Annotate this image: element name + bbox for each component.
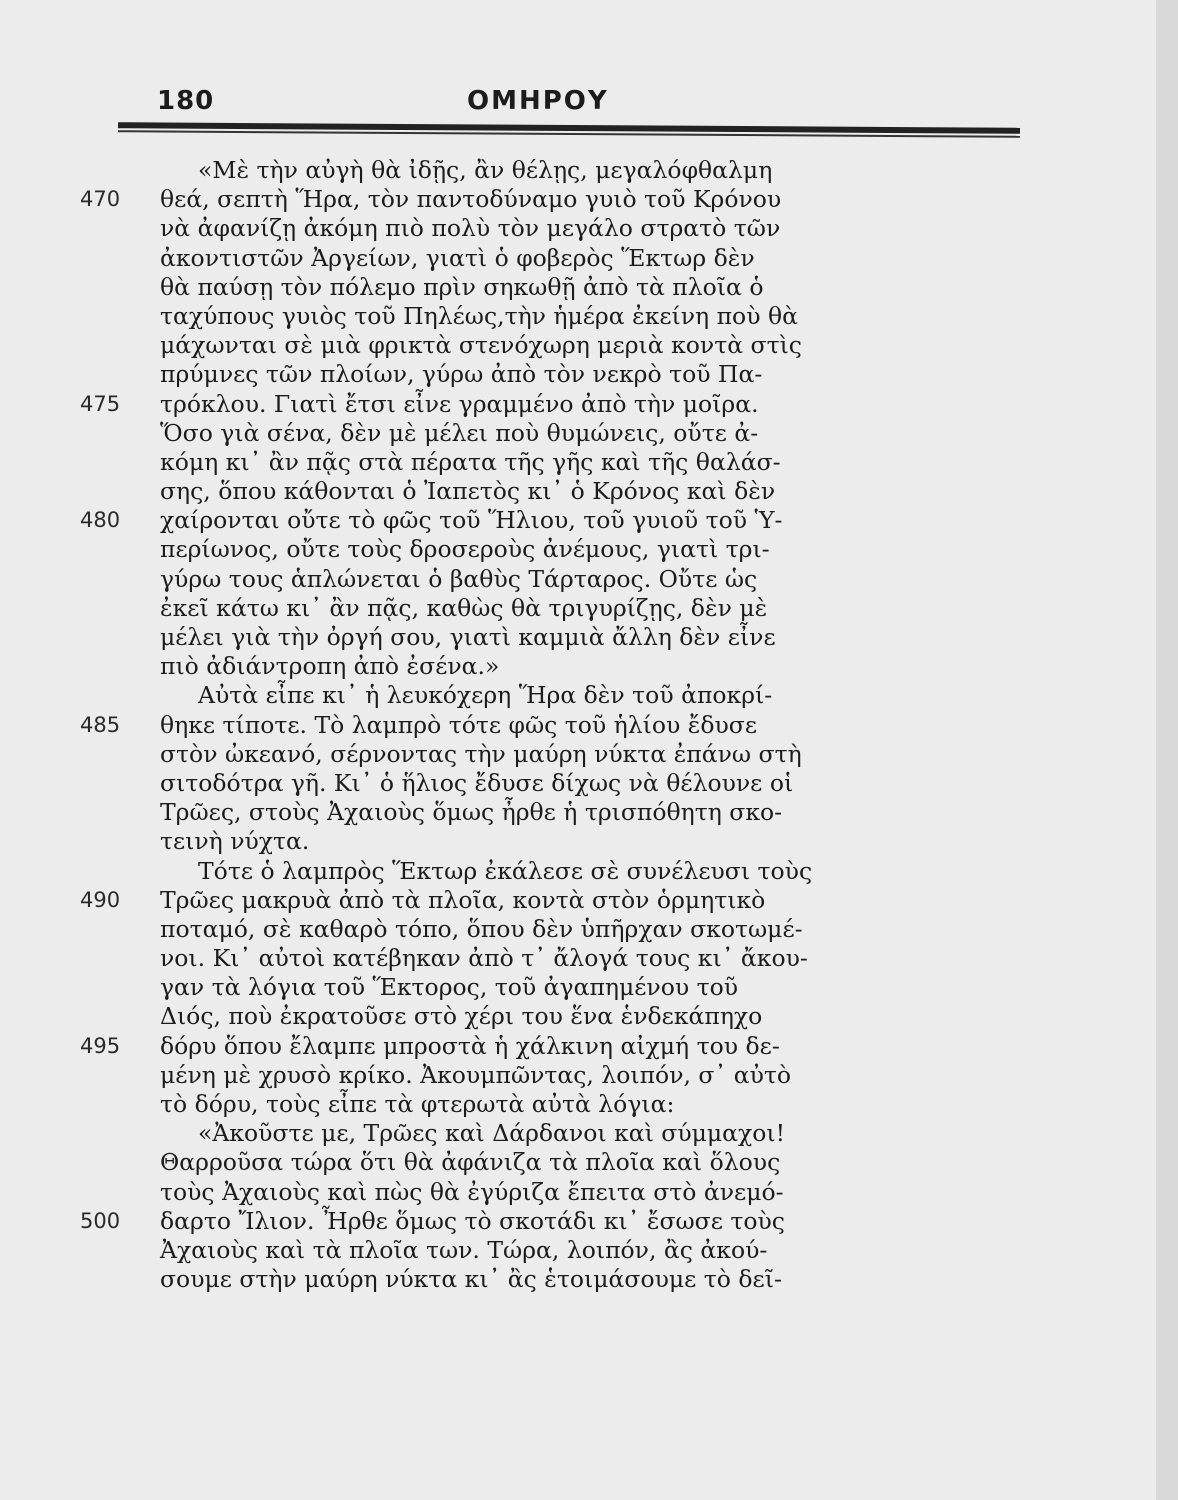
verse-number: 480 (80, 508, 121, 533)
text-line (80, 156, 1045, 185)
line-text: Ὅσο γιὰ σένα, δὲν μὲ μέλει ποὺ θυμώνεις, οὔτε ἀ- (160, 418, 759, 447)
line-text: Τρῶες μακρυὰ ἀπὸ τὰ πλοῖα, κοντὰ στὸν ὁρμητικὸ (160, 885, 766, 914)
line-text: σιτοδότρα γῆ. Κι᾿ ὁ ἥλιος ἔδυσε δίχως νὰ θέλουνε οἱ (160, 768, 794, 797)
text-line (80, 915, 1045, 944)
line-text: Ἀχαιοὺς καὶ τὰ πλοῖα των. Τώρα, λοιπόν, ἂς ἀκού- (160, 1235, 768, 1264)
line-text: θὰ παύσῃ τὸν πόλεμο πρὶν σηκωθῇ ἀπὸ τὰ πλοῖα ὁ (160, 272, 764, 301)
text-line (80, 1061, 1045, 1090)
line-text: σης, ὅπου κάθονται ὁ Ἰαπετὸς κι᾿ ὁ Κρόνος καὶ δὲν (160, 477, 776, 506)
text-line (80, 535, 1045, 564)
text-line (80, 886, 1045, 915)
line-text: κόμη κι᾿ ἂν πᾷς στὰ πέρατα τῆς γῆς καὶ τῆς θαλάσ- (160, 447, 781, 476)
text-line (80, 1207, 1045, 1236)
text-line (80, 769, 1045, 798)
text-line (80, 185, 1045, 214)
line-text: θηκε τίποτε. Τὸ λαμπρὸ τότε φῶς τοῦ ἡλίου ἔδυσε (160, 710, 757, 739)
verse-number: 500 (80, 1208, 121, 1233)
line-text: μάχωνται σὲ μιὰ φρικτὰ στενόχωρη μεριὰ κοντὰ στὶς (160, 331, 802, 360)
verse-number: 490 (80, 887, 121, 912)
text-line (80, 1002, 1045, 1031)
line-text: ἀκοντιστῶν Ἀργείων, γιατὶ ὁ φοβερὸς Ἕκτωρ δὲν (160, 243, 755, 272)
text-line (80, 244, 1045, 273)
line-text: τεινὴ νύχτα. (160, 827, 310, 856)
line-text: ταχύπους γυιὸς τοῦ Πηλέως,τὴν ἡμέρα ἐκείνη ποὺ θὰ (160, 301, 798, 330)
text-line (80, 857, 1045, 886)
text-line (80, 1178, 1045, 1207)
page-number: 180 (157, 86, 215, 116)
line-text: στὸν ὠκεανό, σέρνοντας τὴν μαύρη νύκτα ἐπάνω στὴ (160, 739, 802, 768)
line-text: γύρω τους ἁπλώνεται ὁ βαθὺς Τάρταρος. Οὔτε ὡς (160, 564, 758, 593)
text-line (80, 302, 1045, 331)
line-text: δαρτο Ἴλιον. Ἦρθε ὅμως τὸ σκοτάδι κι᾿ ἔσωσε τοὺς (160, 1206, 785, 1235)
line-text: τοὺς Ἀχαιοὺς καὶ πὼς θὰ ἐγύριζα ἔπειτα στὸ ἀνεμό- (160, 1177, 784, 1206)
line-text: μέλει γιὰ τὴν ὀργή σου, γιατὶ καμμιὰ ἄλλη δὲν εἶνε (160, 623, 776, 651)
verse-number: 475 (80, 391, 121, 416)
text-line (80, 827, 1045, 856)
text-line (80, 681, 1045, 710)
line-text: χαίρονται οὔτε τὸ φῶς τοῦ Ἥλιου, τοῦ γυιοῦ τοῦ Ὑ- (160, 506, 783, 535)
line-text: νὰ ἀφανίζῃ ἀκόμη πιὸ πολὺ τὸν μεγάλο στρατὸ τῶν (160, 214, 781, 243)
line-text: Τότε ὁ λαμπρὸς Ἕκτωρ ἐκάλεσε σὲ συνέλευσι τοὺς (198, 856, 813, 885)
text-line (80, 973, 1045, 1002)
text-line (80, 273, 1045, 302)
line-text: ἐκεῖ κάτω κι᾿ ἂν πᾷς, καθὼς θὰ τριγυρίζῃς, δὲν μὲ (160, 593, 768, 622)
body-text (80, 156, 1045, 1466)
line-text: πρύμνες τῶν πλοίων, γύρω ἀπὸ τὸν νεκρὸ τοῦ Πα- (160, 360, 763, 389)
line-text: «Μὲ τὴν αὐγὴ θὰ ἰδῇς, ἂν θέλῃς, μεγαλόφθαλμη (198, 156, 773, 184)
line-text: σουμε στὴν μαύρη νύκτα κι᾿ ἂς ἑτοιμάσουμε τὸ δεῖ- (160, 1265, 782, 1294)
line-text: τρόκλου. Γιατὶ ἔτσι εἶνε γραμμένο ἀπὸ τὴν μοῖρα. (160, 389, 759, 418)
text-line (80, 1090, 1045, 1119)
line-text: ποταμό, σὲ καθαρὸ τόπο, ὅπου δὲν ὑπῆρχαν σκοτωμέ- (160, 914, 803, 943)
line-text: τὸ δόρυ, τοὺς εἶπε τὰ φτερωτὰ αὐτὰ λόγια: (160, 1090, 675, 1118)
text-line (80, 1148, 1045, 1177)
running-title: ΟΜΗΡΟΥ (467, 86, 609, 116)
text-line (80, 419, 1045, 448)
verse-number: 470 (80, 187, 121, 212)
text-line (80, 331, 1045, 360)
line-text: θεά, σεπτὴ Ἥρα, τὸν παντοδύναμο γυιὸ τοῦ Κρόνου (160, 185, 782, 214)
running-header (145, 82, 1025, 122)
text-line (80, 798, 1045, 827)
text-line (80, 477, 1045, 506)
text-line (80, 214, 1045, 243)
line-text: Θαρροῦσα τώρα ὅτι θὰ ἀφάνιζα τὰ πλοῖα καὶ ὅλους (160, 1148, 781, 1177)
text-line (80, 1265, 1045, 1294)
text-line (80, 594, 1045, 623)
text-line (80, 1236, 1045, 1265)
line-text: περίωνος, οὔτε τοὺς δροσεροὺς ἀνέμους, γιατὶ τρι- (160, 535, 770, 564)
line-text: νοι. Κι᾿ αὐτοὶ κατέβηκαν ἀπὸ τ᾿ ἄλογά τους κι᾿ ἄκου- (160, 944, 808, 973)
line-text: δόρυ ὅπου ἔλαμπε μπροστὰ ἡ χάλκινη αἰχμή του δε- (160, 1031, 780, 1060)
verse-number: 485 (80, 712, 121, 737)
page-spine-shadow (1156, 0, 1178, 1500)
line-text: μένη μὲ χρυσὸ κρίκο. Ἀκουμπῶντας, λοιπόν, σ᾿ αὐτὸ (160, 1060, 792, 1089)
text-line (80, 1032, 1045, 1061)
verse-number: 495 (80, 1033, 121, 1058)
text-line (80, 360, 1045, 389)
text-line (80, 1119, 1045, 1148)
text-line (80, 944, 1045, 973)
text-line (80, 448, 1045, 477)
line-text: Αὐτὰ εἶπε κι᾿ ἡ λευκόχερη Ἥρα δὲν τοῦ ἀποκρί- (198, 681, 773, 710)
text-line (80, 390, 1045, 419)
text-line (80, 565, 1045, 594)
text-line (80, 623, 1045, 652)
text-line (80, 740, 1045, 769)
line-text: Τρῶες, στοὺς Ἀχαιοὺς ὅμως ἦρθε ἡ τρισπόθητη σκο- (160, 798, 783, 827)
text-line (80, 652, 1045, 681)
line-text: πιὸ ἀδιάντροπη ἀπὸ ἐσένα.» (160, 652, 500, 681)
text-line (80, 506, 1045, 535)
text-line (80, 711, 1045, 740)
line-text: «Ἀκοῦστε με, Τρῶες καὶ Δάρδανοι καὶ σύμμαχοι! (198, 1119, 786, 1148)
line-text: Διός, ποὺ ἐκρατοῦσε στὸ χέρι του ἕνα ἑνδεκάπηχο (160, 1002, 763, 1031)
line-text: γαν τὰ λόγια τοῦ Ἕκτορος, τοῦ ἀγαπημένου τοῦ (160, 973, 739, 1002)
